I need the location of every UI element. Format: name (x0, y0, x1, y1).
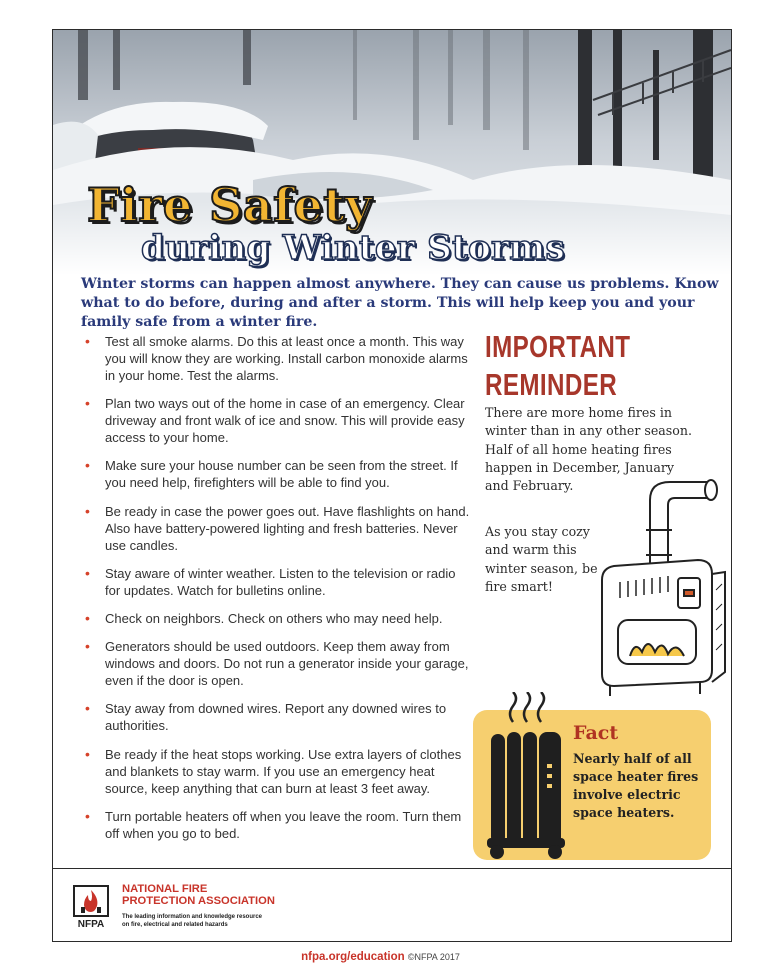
footer-link-line (0, 951, 761, 963)
tip-item: • Plan two ways out of the home in case of an emergency. Clear driveway and front walk of ice and snow. This will provide easy access to your home. (83, 395, 473, 446)
fact-title: Fact (573, 722, 619, 744)
nfpa-tagline (122, 913, 342, 929)
important-reminder-heading (485, 328, 631, 404)
reminder-heading-line1: IMPORTANT (485, 329, 631, 364)
tagline-line2: on fire, electrical and related hazards (122, 922, 228, 928)
wall-heater-illustration-icon (580, 460, 730, 700)
nfpa-org-name (122, 883, 322, 907)
tip-item: • Be ready if the heat stops working. Use extra layers of clothes and blankets to stay warm. If you use an emergency heat source, keep anything that can burn at least 3 feet away. (83, 746, 473, 797)
tip-item: • Generators should be used outdoors. Keep them away from windows and doors. Do not run a generator inside your garage, even if the door is open. (83, 638, 473, 689)
tip-item: • Test all smoke alarms. Do this at least once a month. This way you will know they are working. Install carbon monoxide alarms in your home. Test the alarms. (83, 333, 473, 384)
flyer-sheet (52, 29, 732, 942)
nfpa-education-link[interactable]: nfpa.org/education (301, 951, 405, 963)
intro-text: Winter storms can happen almost anywhere. They can cause us problems. Know what to do before, during and after a storm. This will help keep you and your family safe from a winter fire. (81, 276, 719, 330)
fact-box (473, 710, 711, 860)
reminder-closing: As you stay cozy and warm this winter season, be fire smart! (485, 524, 598, 594)
tagline-line1: The leading information and knowledge resource (122, 914, 263, 920)
org-name-line1: NATIONAL FIRE (122, 883, 208, 895)
copyright-text: ©NFPA 2017 (407, 952, 460, 962)
reminder-body: There are more home fires in winter than in any other season. Half of all home heating fires happen in December, January and February. (485, 405, 692, 494)
fact-body: Nearly half of all space heater fires involve electric space heaters. (573, 751, 699, 820)
org-name-line2: PROTECTION ASSOCIATION (122, 895, 275, 907)
footer-divider (53, 868, 731, 869)
tips-list (83, 333, 473, 853)
reminder-heading-line2: REMINDER (485, 367, 618, 402)
title-fire-safety: Fire Safety (87, 178, 373, 232)
tip-item: • Turn portable heaters off when you leave the room. Turn them off when you go to bed. (83, 808, 473, 842)
tip-item: • Be ready in case the power goes out. Have flashlights on hand. Also have battery-powered lighting and fresh batteries. Never use candles. (83, 503, 473, 554)
hero-snow-photo (53, 30, 731, 275)
tip-item: • Check on neighbors. Check on others who may need help. (83, 610, 473, 627)
title-during-winter-storms: during Winter Storms (141, 228, 565, 268)
nfpa-logo-text: NFPA (77, 919, 105, 929)
space-heater-icon (483, 692, 573, 862)
nfpa-logo-icon (73, 885, 109, 929)
tip-item: • Stay aware of winter weather. Listen to the television or radio for updates. Watch for bulletins online. (83, 565, 473, 599)
tip-item: • Stay away from downed wires. Report any downed wires to authorities. (83, 700, 473, 734)
tip-item: • Make sure your house number can be seen from the street. If you need help, firefighters will be able to find you. (83, 457, 473, 491)
